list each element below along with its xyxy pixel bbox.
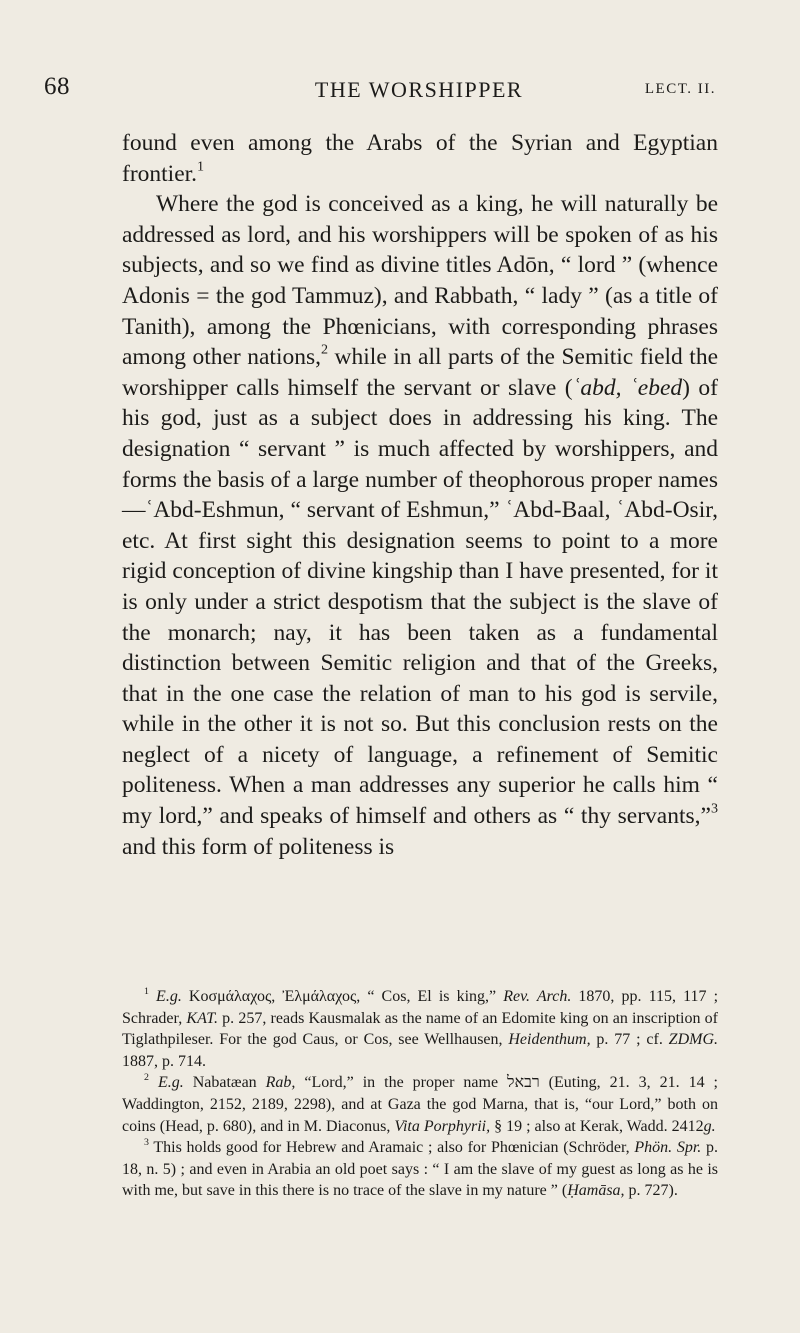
lecture-mark: LECT. II. [644, 81, 716, 97]
footnote-segment: “Lord,” in the proper name רבאל (Euting, 21. 3, 21. 14 ; Waddington, 2152, 2189, 2298), and at Gaza the god Marna, that is, “our Lord,” both on coins (Head, p. 680), and in M. Diaconus, [122, 1074, 719, 1135]
footnote-segment: KAT. [186, 1009, 218, 1027]
footnote-segment: Ḥamāsa, [567, 1182, 625, 1200]
paragraph-1 [122, 128, 718, 189]
footnote-segment: p. 257, reads Kausmalak as the name of an Edomite king on an inscription of Tiglathpileser. For the god Caus, or Cos, see Wellhausen, [122, 1009, 718, 1049]
footnote-2 [122, 1072, 718, 1137]
footnote-segment: 1887, p. 714. [122, 1052, 206, 1070]
paragraph-2-text-a: Where the god is conceived as a king, he will naturally be addressed as lord, and his worshippers will be spoken of as his subjects, and so we find as divine titles Adōn, “ lord ” (whence Adonis = the god Tammuz), and Rabbath, “ lady ” (as a title of Tanith), among the Phœnicians, with corresponding phrases among other nations, [122, 191, 718, 371]
footnote-segment: This holds good for Hebrew and Aramaic ; also for Phœnician (Schröder, [148, 1139, 635, 1157]
footnote-segment: E.g. [156, 988, 182, 1005]
footnote-mark: 2 [144, 1072, 149, 1084]
term-abd-ebed: ʿabd, ʿebed [572, 374, 683, 401]
paragraph-1-text: found even among the Arabs of the Syrian and Egyptian frontier. [122, 130, 718, 187]
footnote-segment: Nabatæan [183, 1074, 266, 1092]
footnote-1 [122, 986, 718, 1072]
footnote-segment: Heidenthum, [508, 1031, 591, 1049]
footnote-segment [149, 988, 156, 1005]
running-head [44, 73, 716, 103]
page-number: 68 [44, 73, 70, 100]
footnote-mark: 1 [144, 986, 149, 998]
footnotes [122, 986, 718, 1202]
footnote-segment: p. 77 ; cf. [590, 1031, 669, 1049]
footnote-ref-2: 2 [321, 341, 329, 358]
paragraph-2-text-d: and this form of politeness is [122, 833, 395, 860]
paragraph-2-text-c: ) of his god, just as a subject does in addressing his king. The designation “ servant ” is much affected by worshippers, and forms the basis of a large number of theophorous proper names—ʿAbd-Eshmun, “ servant of Eshmun,” ʿAbd-Baal, ʿAbd-Osir, etc. At first sight this designation seems to point to a more rigid conception of divine kingship than I have presented, for it is only under a strict despotism that the subject is the slave of the monarch; nay, it has been taken as a fundamental distinction between Semitic religion and that of the Greeks, that in the one case the relation of man to his god is servile, while in the other it is not so. But this conclusion rests on the neglect of a nicety of language, a refinement of Semitic politeness. When a man addresses any superior he calls him “ my lord,” and speaks of himself and others as “ thy servants,” [122, 374, 718, 830]
footnote-3 [122, 1137, 718, 1202]
footnote-mark: 3 [144, 1137, 149, 1149]
footnote-segment [149, 1074, 158, 1091]
footnote-segment: p. 18, n. 5) ; and even in Arabia an old poet says : “ I am the slave of my guest as long as he is with me, but save in this there is no trace of the slave in my nature ” ( [122, 1139, 718, 1200]
footnote-segment: Κοσμάλαχος, Ἐλμάλαχος, “ Cos, El is king,” [181, 988, 504, 1005]
footnote-segment: Phön. Spr. [634, 1139, 702, 1157]
footnote-segment: 1870, pp. 115, 117 ; Schrader, [122, 988, 719, 1027]
footnote-segment: Rab, [265, 1074, 296, 1092]
footnote-ref-3: 3 [710, 800, 718, 817]
footnote-segment: Rev. Arch. [503, 988, 572, 1005]
paragraph-2-text-b: while in all parts of the Semitic field the worshipper calls himself the servant or slave ( [122, 344, 718, 401]
running-title: THE WORSHIPPER [314, 77, 524, 102]
footnote-ref-1: 1 [197, 158, 205, 175]
footnote-segment: g. [703, 1117, 716, 1135]
footnote-segment: § 19 ; also at Kerak, Wadd. 2412 [490, 1117, 704, 1135]
footnote-segment: Vita Porphyrii, [394, 1117, 491, 1135]
footnote-segment: E.g. [157, 1074, 184, 1092]
footnote-segment: p. 727). [624, 1182, 678, 1200]
main-text [122, 128, 718, 862]
paragraph-2 [122, 189, 718, 862]
footnote-segment: ZDMG. [668, 1031, 719, 1049]
